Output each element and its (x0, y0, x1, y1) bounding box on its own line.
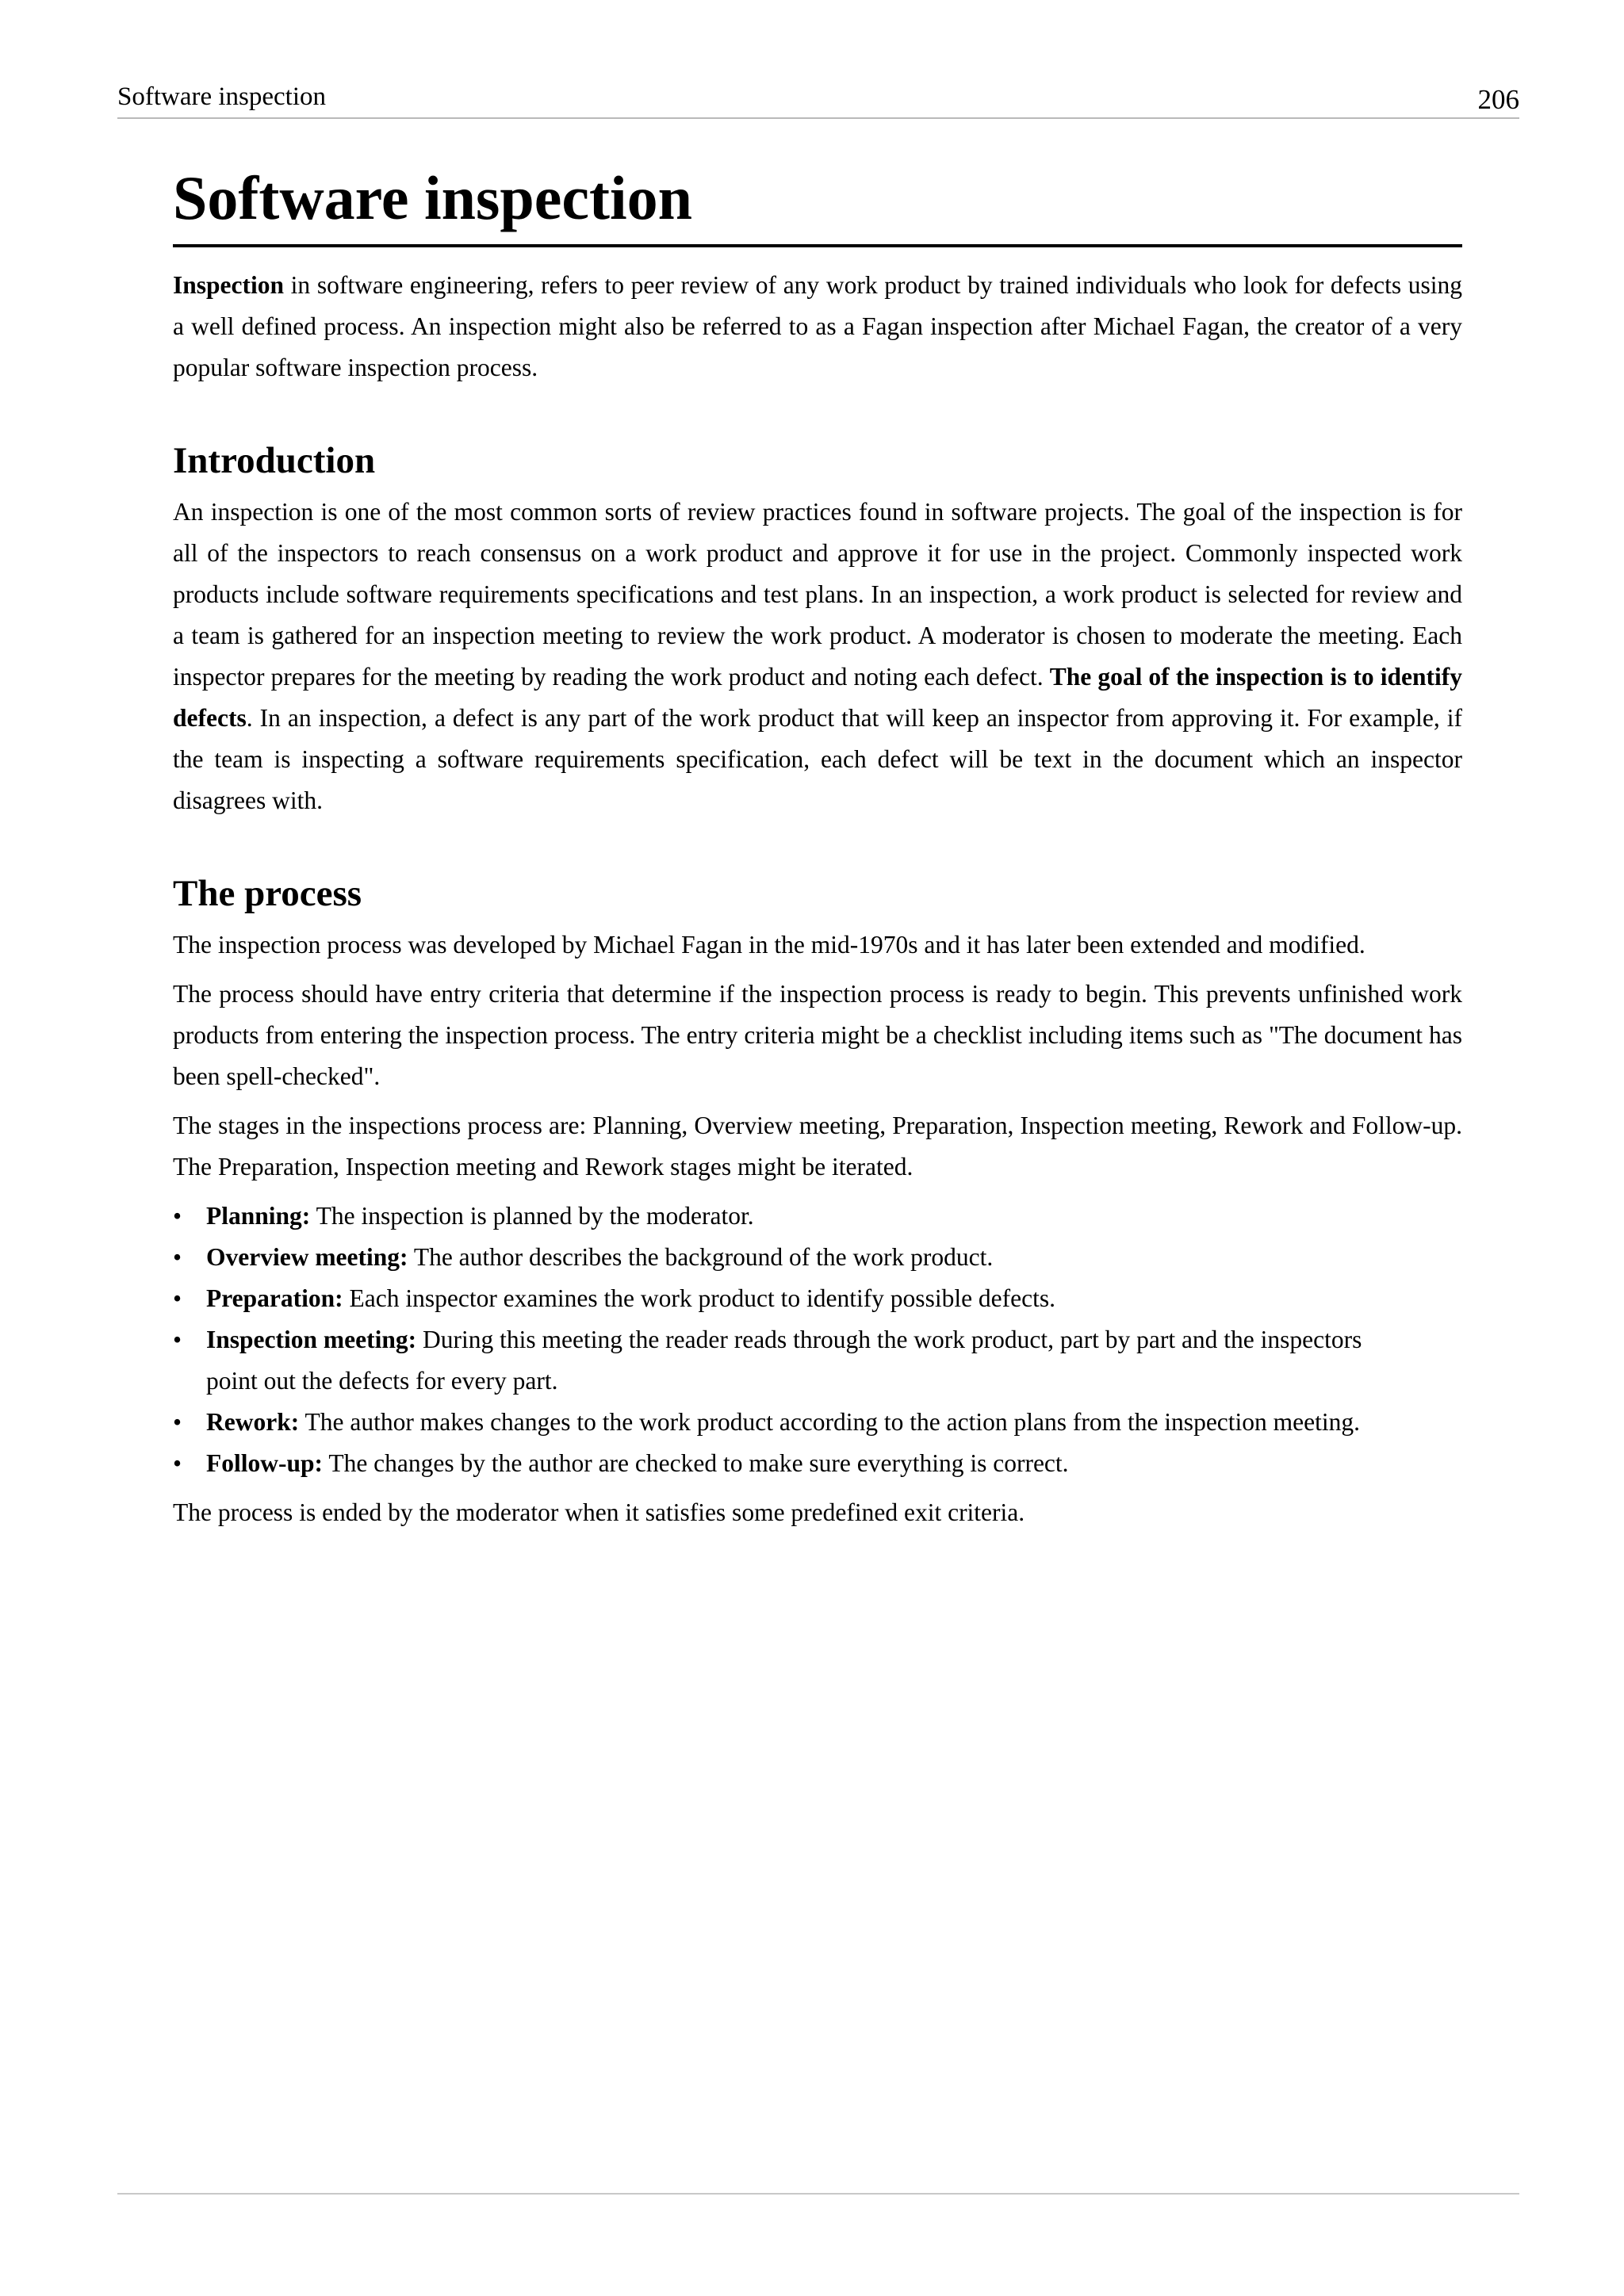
bullet-icon: • (173, 1326, 182, 1353)
stage-term: Follow-up: (206, 1449, 324, 1477)
page-number: 206 (1477, 84, 1519, 115)
list-item (173, 1402, 1462, 1443)
stage-term: Rework: (206, 1408, 300, 1436)
stage-term: Preparation: (206, 1284, 343, 1312)
list-item (173, 1196, 1462, 1237)
stage-text: The author describes the background of the work product. (408, 1243, 994, 1271)
list-item (173, 1443, 1462, 1484)
bullet-icon: • (173, 1284, 182, 1312)
stage-text: Each inspector examines the work product to identify possible defects. (343, 1284, 1056, 1312)
stage-text: The changes by the author are checked to make sure everything is correct. (323, 1449, 1069, 1477)
stage-term: Overview meeting: (206, 1243, 408, 1271)
list-item (173, 1319, 1462, 1402)
article-body (173, 160, 1462, 1533)
lead-term: Inspection (173, 271, 285, 299)
stage-text: The inspection is planned by the moderator. (310, 1202, 754, 1230)
bullet-icon: • (173, 1202, 182, 1230)
section-heading-process: The process (173, 873, 362, 914)
introduction-bold-statement: The goal of the inspection is to identify defects (173, 663, 1463, 732)
running-header (117, 78, 1519, 119)
stage-term: Inspection meeting: (206, 1326, 417, 1353)
process-paragraph-1: The inspection process was developed by Michael Fagan in the mid-1970s and it has later been extended and modified. (173, 931, 1365, 959)
stage-text: During this meeting the reader reads through the work product, part by part and the inspectors point out the defects for every part. (206, 1326, 1362, 1395)
footer-rule (117, 2193, 1519, 2195)
stage-term: Planning: (206, 1202, 311, 1230)
introduction-text-after: . In an inspection, a defect is any part of the work product that will keep an inspector from approving it. For example, if the team is inspecting a software requirements specification, each defect will be text in the document which an inspector disagrees with. (173, 704, 1462, 814)
process-paragraph-2: The process should have entry criteria that determine if the inspection process is ready to begin. This prevents unfinished work products from entering the inspection process. The entry criteria might be a checklist including items such as "The document has been spell-checked". (173, 980, 1462, 1090)
stages-list (173, 1196, 1462, 1484)
section-heading-introduction: Introduction (173, 440, 376, 481)
stage-text: The author makes changes to the work product according to the action plans from the inspection meeting. (299, 1408, 1360, 1436)
process-paragraph-3: The stages in the inspections process are: Planning, Overview meeting, Preparation, Inspection meeting, Rework and Follow-up. The Preparation, Inspection meeting and Rework stages might be iterated. (173, 1112, 1462, 1181)
process-closing-paragraph: The process is ended by the moderator when it satisfies some predefined exit criteria. (173, 1498, 1025, 1526)
bullet-icon: • (173, 1243, 182, 1271)
lead-text: in software engineering, refers to peer review of any work product by trained individuals who look for defects using a well defined process. An inspection might also be referred to as a Fagan inspection after Michael Fagan, the creator of a very popular software inspection process. (173, 271, 1462, 381)
lead-paragraph (173, 265, 1462, 388)
introduction-paragraph (173, 492, 1462, 821)
list-item (173, 1237, 1462, 1278)
bullet-icon: • (173, 1449, 182, 1477)
running-title: Software inspection (117, 82, 327, 111)
page-title: Software inspection (173, 160, 1462, 247)
list-item (173, 1278, 1462, 1319)
bullet-icon: • (173, 1408, 182, 1436)
introduction-text-before: An inspection is one of the most common sorts of review practices found in software projects. The goal of the inspection is for all of the inspectors to reach consensus on a work product and approve it for use in the project. Commonly inspected work products include software requirements specifications and test plans. In an inspection, a work product is selected for review and a team is gathered for an inspection meeting to review the work product. A moderator is chosen to moderate the meeting. Each inspector prepares for the meeting by reading the work product and noting each defect. (173, 498, 1462, 691)
